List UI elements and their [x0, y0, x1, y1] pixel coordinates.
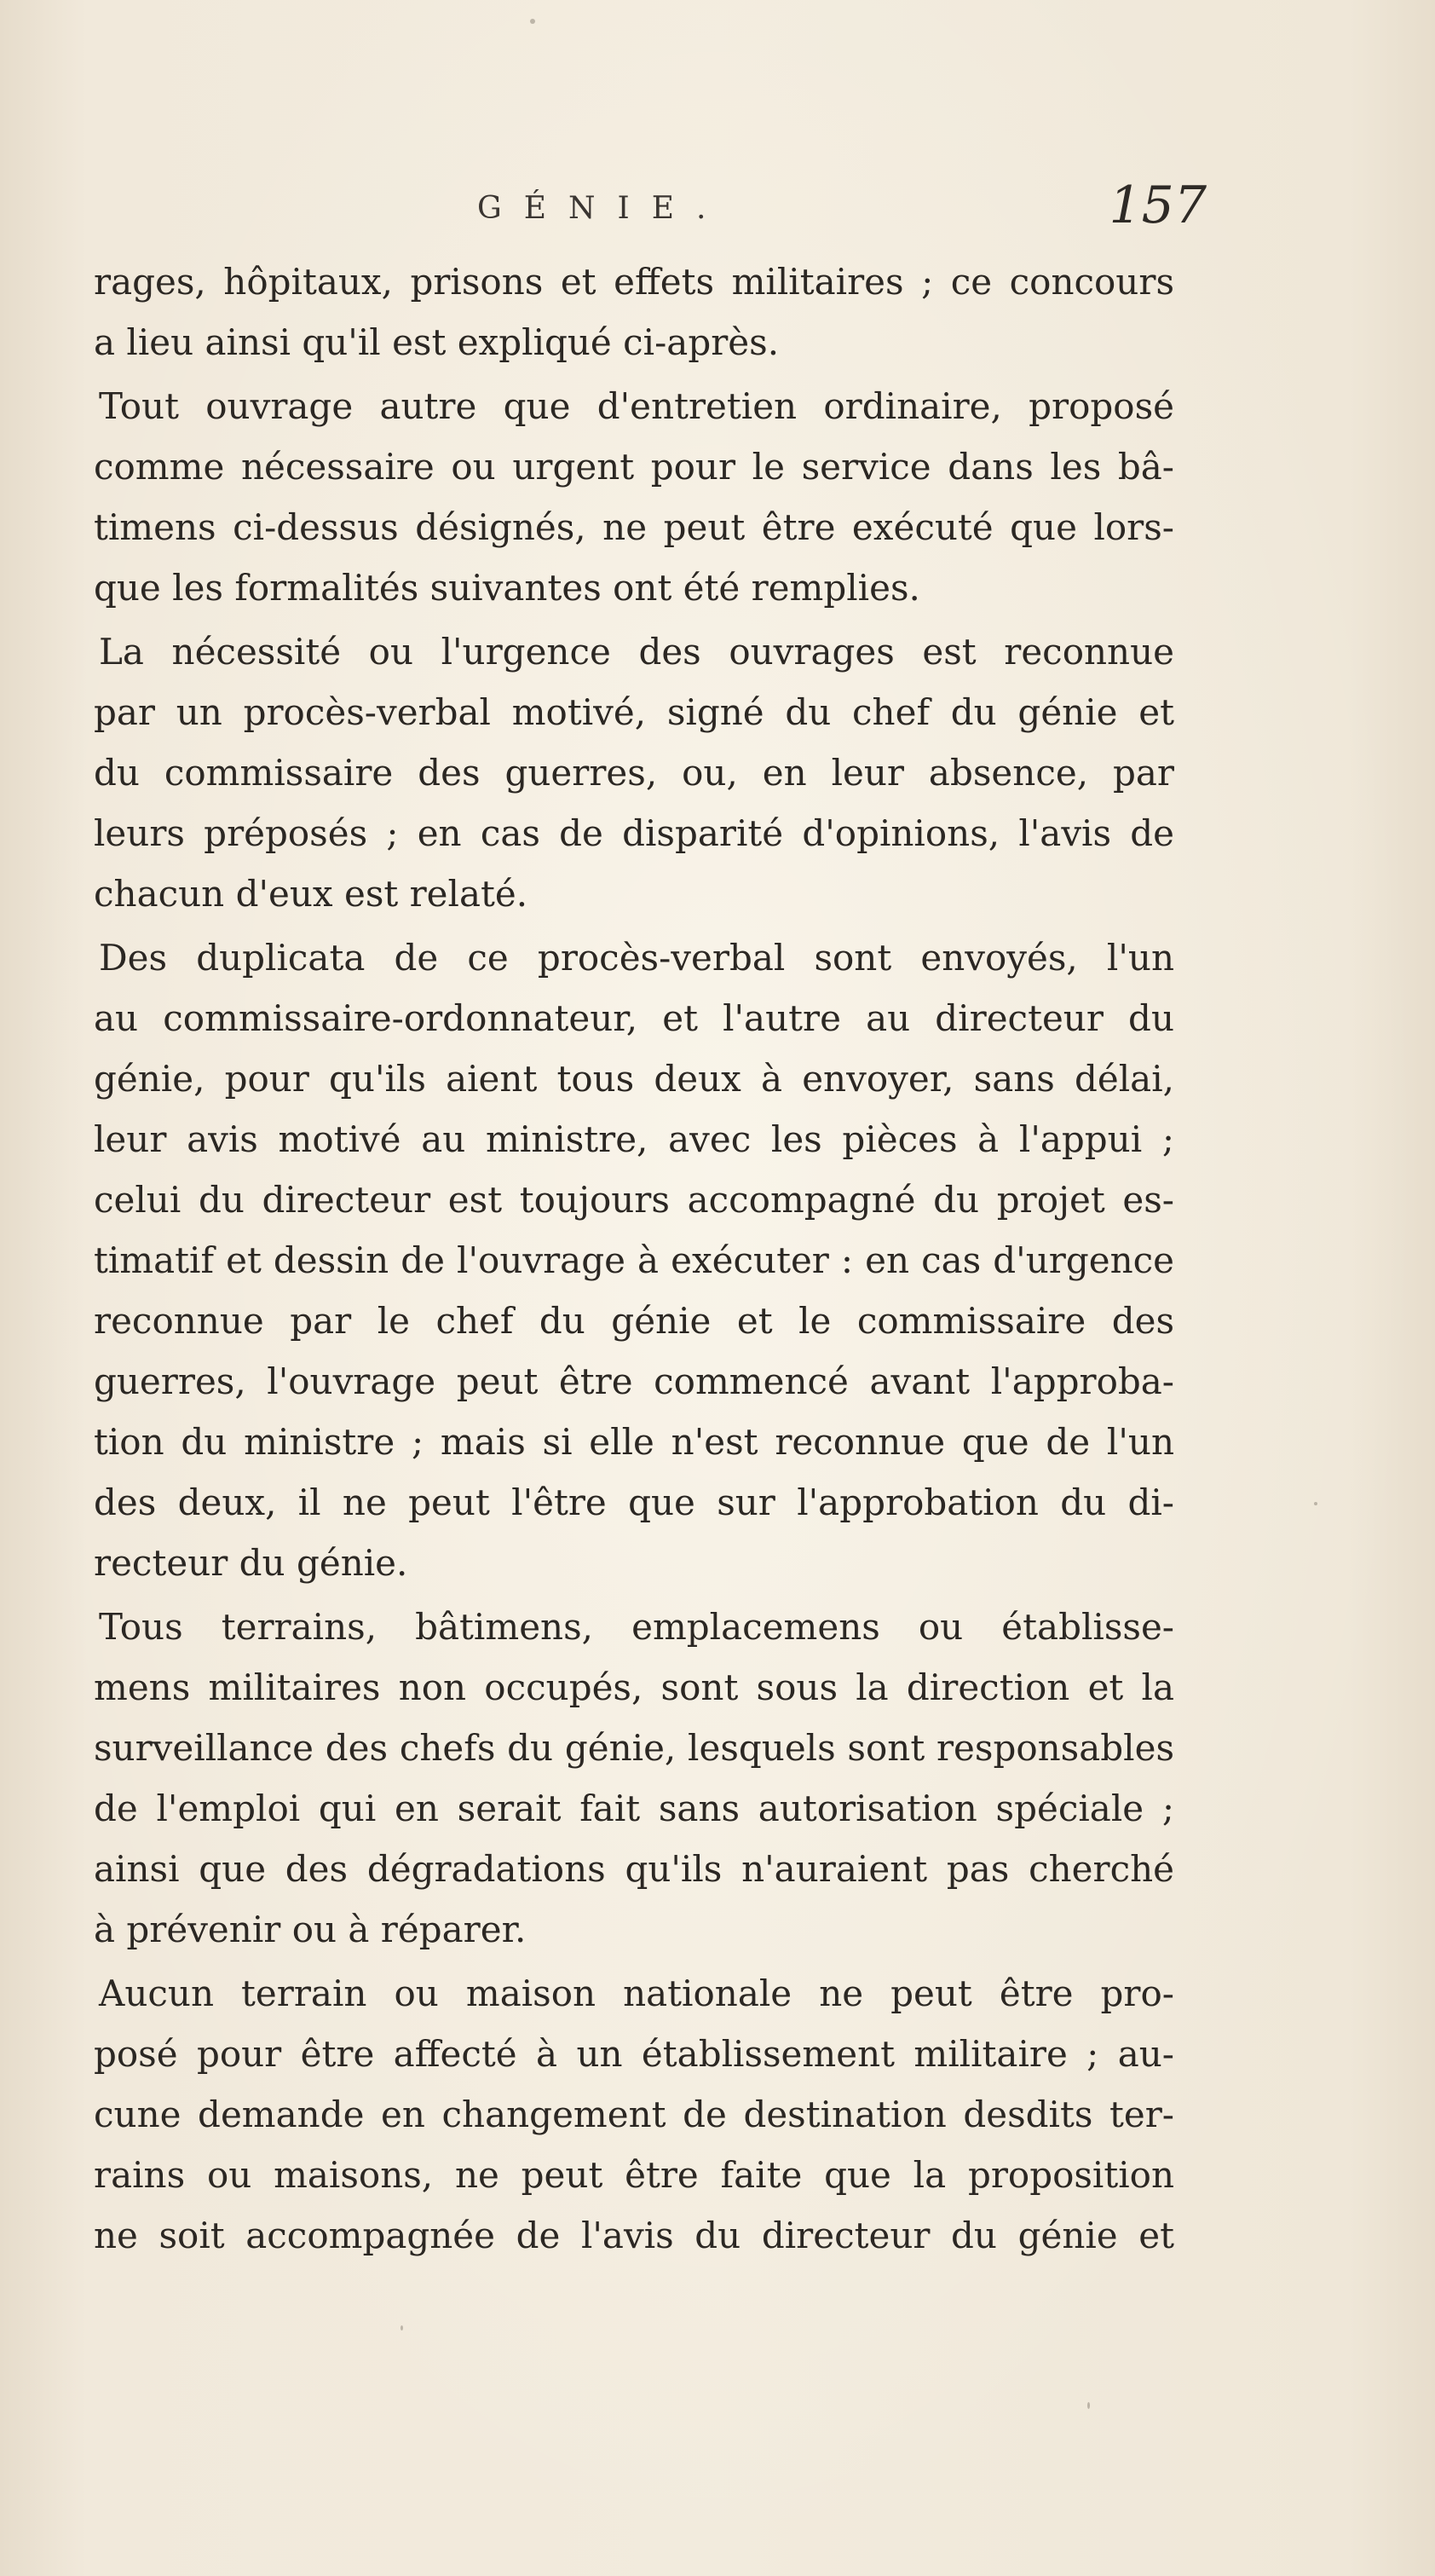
text-line: rages, hôpitaux, prisons et effets militaires ; ce concours	[94, 261, 1174, 303]
text-line: à prévenir ou à réparer.	[94, 1909, 527, 1950]
text-line: par un procès-verbal motivé, signé du chef du génie et	[94, 691, 1174, 733]
text-line: leurs préposés ; en cas de disparité d'opinions, l'avis de	[94, 812, 1174, 854]
text-line: rains ou maisons, ne peut être faite que la proposition	[94, 2154, 1174, 2196]
text-line: des deux, il ne peut l'être que sur l'approbation du di-	[94, 1481, 1174, 1523]
text-line: de l'emploi qui en serait fait sans autorisation spéciale ;	[94, 1788, 1174, 1829]
text-line: posé pour être affecté à un établissement militaire ; au-	[94, 2033, 1174, 2075]
text-line: reconnue par le chef du génie et le commissaire des	[94, 1300, 1174, 1342]
text-line: que les formalités suivantes ont été remplies.	[94, 567, 920, 609]
text-line: guerres, l'ouvrage peut être commencé avant l'approba-	[94, 1360, 1174, 1402]
text-line: timatif et dessin de l'ouvrage à exécuter : en cas d'urgence	[94, 1239, 1174, 1281]
text-line: a lieu ainsi qu'il est expliqué ci-après.	[94, 321, 780, 363]
body-text	[94, 251, 1174, 2266]
text-line: Tous terrains, bâtimens, emplacemens ou établisse-	[99, 1606, 1174, 1648]
text-line: La nécessité ou l'urgence des ouvrages est reconnue	[99, 631, 1174, 673]
text-line: ainsi que des dégradations qu'ils n'auraient pas cherché	[94, 1848, 1174, 1890]
page-header	[0, 176, 1435, 244]
text-line: génie, pour qu'ils aient tous deux à envoyer, sans délai,	[94, 1058, 1174, 1100]
text-line: ne soit accompagnée de l'avis du directeur du génie et	[94, 2215, 1174, 2256]
paper-speck	[1314, 1502, 1317, 1505]
text-line: Des duplicata de ce procès-verbal sont envoyés, l'un	[99, 937, 1174, 979]
text-line: mens militaires non occupés, sont sous la direction et la	[94, 1666, 1174, 1708]
text-line: Aucun terrain ou maison nationale ne peut être pro-	[99, 1972, 1174, 2014]
text-line: leur avis motivé au ministre, avec les pièces à l'appui ;	[94, 1118, 1174, 1160]
text-line: comme nécessaire ou urgent pour le service dans les bâ-	[94, 446, 1174, 488]
text-line: au commissaire-ordonnateur, et l'autre au directeur du	[94, 997, 1174, 1039]
page-number: 157	[1109, 176, 1207, 235]
paper-speck	[530, 19, 535, 24]
running-head: GÉNIE.	[477, 191, 729, 226]
text-line: surveillance des chefs du génie, lesquels sont responsables	[94, 1727, 1174, 1769]
text-line: recteur du génie.	[94, 1542, 408, 1584]
text-line: timens ci-dessus désignés, ne peut être exécuté que lors-	[94, 506, 1174, 548]
paper-speck	[1087, 2402, 1090, 2409]
text-line: tion du ministre ; mais si elle n'est reconnue que de l'un	[94, 1421, 1174, 1463]
text-line: cune demande en changement de destination desdits ter-	[94, 2094, 1174, 2135]
text-line: Tout ouvrage autre que d'entretien ordinaire, proposé	[99, 385, 1174, 427]
text-line: du commissaire des guerres, ou, en leur absence, par	[94, 752, 1174, 794]
text-line: chacun d'eux est relaté.	[94, 873, 528, 915]
paper-speck	[401, 2325, 403, 2331]
text-line: celui du directeur est toujours accompagné du projet es-	[94, 1179, 1174, 1221]
